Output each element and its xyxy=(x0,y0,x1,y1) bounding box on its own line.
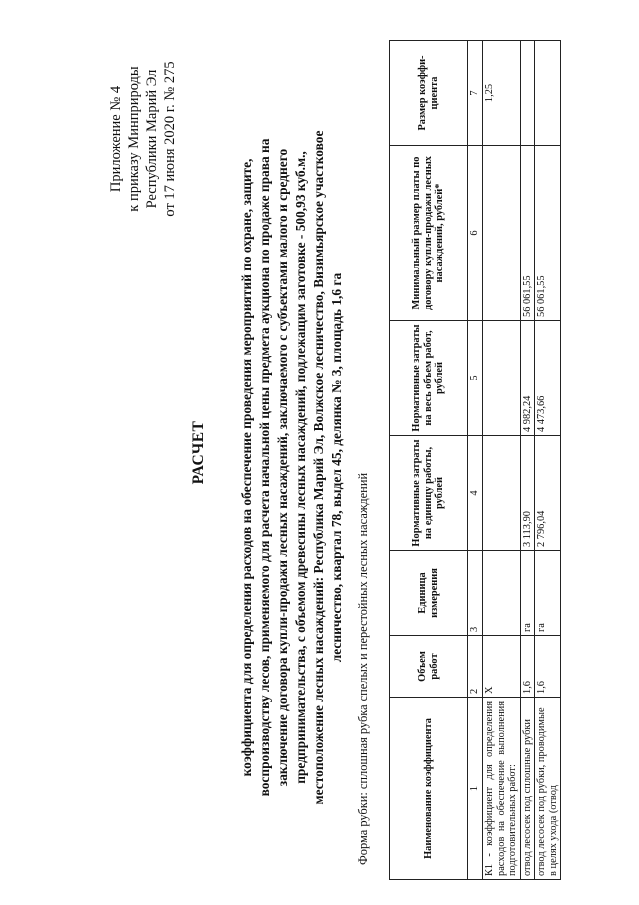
total-cost: 4 473,66 xyxy=(535,321,561,436)
coefficient-value xyxy=(520,41,535,146)
table-row xyxy=(520,41,535,880)
heading-line: лесничество, квартал 78, выдел 45, делянка № 3, площадь 1,6 га xyxy=(329,272,344,663)
unit xyxy=(483,551,521,636)
appendix-line: от 17 июня 2020 г. № 275 xyxy=(162,61,178,217)
felling-form-line: Форма рубки: сплошная рубка спелых и перестойных лесных насаждений xyxy=(356,472,370,865)
coefficient-name: отвод лесосек под сплошные рубки xyxy=(520,698,535,880)
heading-line: местоположение лесных насаждений: Республика Марий Эл, Волжское лесничество, Визимьярское участковое xyxy=(311,130,326,805)
appendix-block xyxy=(107,19,179,259)
column-number: 4 xyxy=(468,436,483,551)
calculation-heading xyxy=(238,100,346,835)
column-number: 6 xyxy=(468,146,483,321)
coefficient-name: К1 - коэффициент для определения расходов на обеспечение выполнения подготовительных работ: xyxy=(483,698,521,880)
total-cost: 4 982,24 xyxy=(520,321,535,436)
header-cell: Минимальный размер платы по договору купли-продажи лесных насаждений, рублей* xyxy=(390,146,468,321)
column-number: 7 xyxy=(468,41,483,146)
work-volume: 1,6 xyxy=(520,636,535,698)
table-row xyxy=(483,41,521,880)
appendix-line: Республики Марий Эл xyxy=(144,69,160,209)
table-header-row xyxy=(390,41,468,880)
header-cell: Наименование коэффициента xyxy=(390,698,468,880)
header-cell: Размер коэффи-циента xyxy=(390,41,468,146)
min-payment: 56 061,55 xyxy=(520,146,535,321)
column-number: 2 xyxy=(468,636,483,698)
total-cost xyxy=(483,321,521,436)
heading-line: коэффициента для определения расходов на обеспечение проведения мероприятий по охране, защите, xyxy=(239,158,254,777)
heading-line: заключение договора купли-продажи лесных насаждений, заключаемого с субъектами малого и среднего xyxy=(275,148,290,787)
work-volume: X xyxy=(483,636,521,698)
unit: га xyxy=(520,551,535,636)
column-number: 1 xyxy=(468,698,483,880)
header-cell: Единица измерения xyxy=(390,551,468,636)
column-number-row xyxy=(468,41,483,880)
header-cell: Нормативные затраты на единицу работы, рублей xyxy=(390,436,468,551)
header-cell: Объем работ xyxy=(390,636,468,698)
coefficient-table xyxy=(389,40,561,880)
coefficient-value: 1,25 xyxy=(483,41,521,146)
unit: га xyxy=(535,551,561,636)
unit-cost: 2 796,04 xyxy=(535,436,561,551)
header-cell: Нормативные затраты на весь объем работ, рублей xyxy=(390,321,468,436)
min-payment xyxy=(483,146,521,321)
document-title: РАСЧЕТ xyxy=(190,420,207,485)
unit-cost: 3 113,90 xyxy=(520,436,535,551)
work-volume: 1,6 xyxy=(535,636,561,698)
heading-line: воспроизводству лесов, применяемого для расчета начальной цены предмета аукциона по продаже права на xyxy=(257,138,272,797)
unit-cost xyxy=(483,436,521,551)
table-row xyxy=(535,41,561,880)
heading-line: предпринимательства, с объемом древесины лесных насаждений, подлежащим заготовке - 500,93 куб.м., xyxy=(293,151,308,784)
column-number: 5 xyxy=(468,321,483,436)
appendix-line: к приказу Минприроды xyxy=(126,66,142,212)
column-number: 3 xyxy=(468,551,483,636)
coefficient-name: отвод лесосек под рубки, проводимые в целях ухода (отвод xyxy=(535,698,561,880)
appendix-line: Приложение № 4 xyxy=(108,85,124,193)
min-payment: 56 061,55 xyxy=(535,146,561,321)
coefficient-value xyxy=(535,41,561,146)
